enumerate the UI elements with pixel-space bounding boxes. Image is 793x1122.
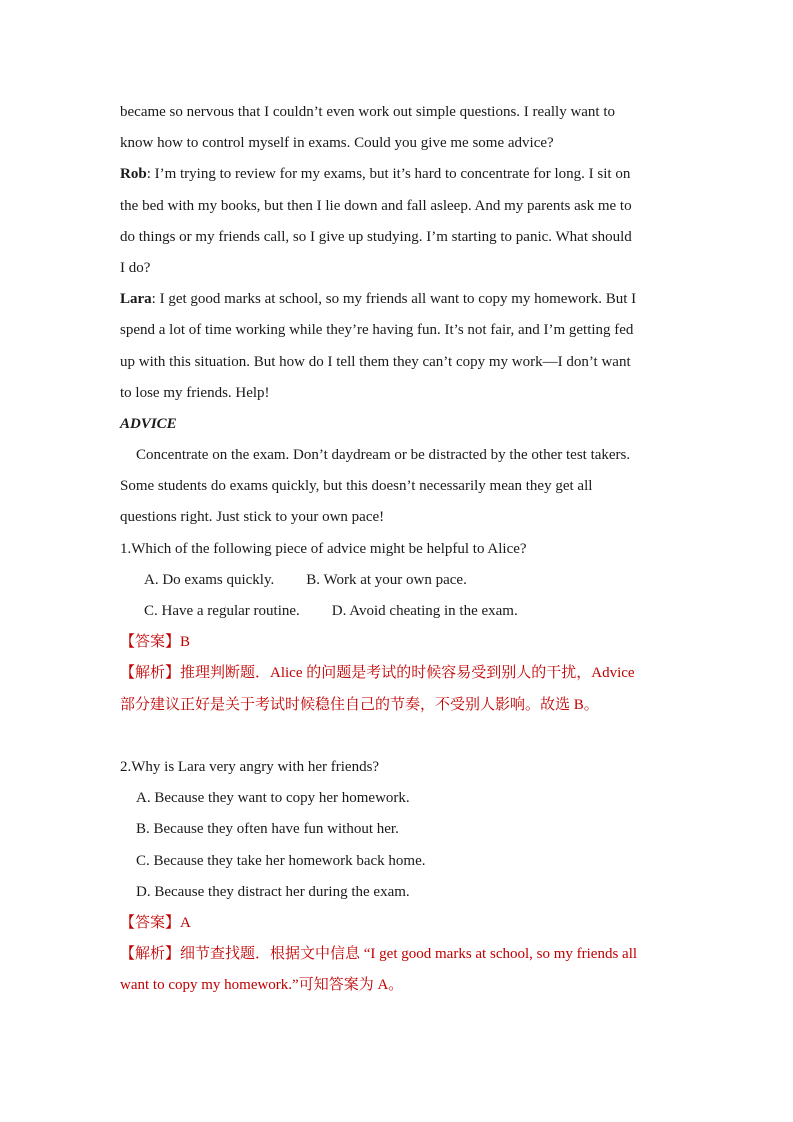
q1-answer-tag: 【答案】 [120, 634, 181, 651]
lara-name: Lara [120, 291, 152, 308]
q2-answer [120, 908, 680, 939]
q1-analysis-tag: 【解析】 [120, 665, 181, 682]
q1-stem: 1.Which of the following piece of advice might be helpful to Alice? [120, 540, 527, 557]
alice-text-line-1: became so nervous that I couldn’t even work out simple questions. I really want to [120, 104, 616, 120]
q2-stem: 2.Why is Lara very angry with her friends? [120, 758, 380, 775]
rob-paragraph-line-1 [120, 159, 680, 190]
lara-text-line-3: up with this situation. But how do I tell them they can’t copy my work—I don’t want [120, 353, 631, 370]
q1-options-row-1 [120, 565, 680, 596]
alice-text-line-2: know how to control myself in exams. Could you give me some advice? [120, 135, 554, 152]
q1-option-d: D. Avoid cheating in the exam. [331, 603, 518, 619]
advice-text-line-3: questions right. Just stick to your own pace! [120, 509, 385, 526]
lara-paragraph-line-1 [120, 284, 680, 315]
rob-text-first: : I’m trying to review for my exams, but it’s hard to concentrate for long. I sit on [146, 166, 631, 183]
q2-analysis-text-1: 细节查找题．根据文中信息 “I get good marks at school, so my friends all [180, 946, 638, 963]
q1-analysis-line-1 [120, 658, 680, 689]
advice-text-line-1: Concentrate on the exam. Don’t daydream or be distracted by the other test takers. [136, 447, 631, 464]
rob-text-line-4: I do? [120, 259, 151, 276]
advice-heading: ADVICE [120, 415, 177, 432]
q2-option-c: C. Because they take her homework back home. [136, 852, 426, 869]
lara-text-first: : I get good marks at school, so my friends all want to copy my homework. But I [151, 291, 637, 308]
q1-answer-value: B [180, 634, 191, 651]
q2-analysis-line-1 [120, 939, 680, 970]
q2-answer-value: A [180, 914, 191, 931]
q1-option-c: C. Have a regular routine. [144, 603, 300, 619]
q2-answer-tag: 【答案】 [120, 914, 181, 931]
q1-analysis-text-1: 推理判断题．Alice 的问题是考试的时候容易受到别人的干扰，Advice [180, 665, 635, 682]
q2-option-a: A. Because they want to copy her homework. [136, 790, 410, 807]
q2-analysis-tag: 【解析】 [120, 946, 181, 963]
q2-option-b: B. Because they often have fun without her. [136, 821, 399, 838]
rob-text-line-2: the bed with my books, but then I lie down and fall asleep. And my parents ask me to [120, 197, 632, 214]
rob-text-line-3: do things or my friends call, so I give up studying. I’m starting to panic. What should [120, 228, 632, 245]
q2-analysis-line-2: want to copy my homework.”可知答案为 A。 [120, 977, 404, 994]
document-page [120, 97, 680, 1001]
lara-text-line-4: to lose my friends. Help! [120, 384, 270, 401]
q1-answer [120, 627, 680, 658]
q1-option-a: A. Do exams quickly. [144, 571, 275, 588]
q1-options-row-2 [120, 596, 680, 627]
lara-text-line-2: spend a lot of time working while they’re having fun. It’s not fair, and I’m getting fed [120, 322, 634, 339]
q2-option-d: D. Because they distract her during the exam. [136, 883, 410, 900]
q1-analysis-line-2: 部分建议正好是关于考试时候稳住自己的节奏，不受别人影响。故选 B。 [120, 696, 599, 713]
q1-option-b: B. Work at your own pace. [306, 571, 467, 588]
question-spacer [120, 721, 680, 752]
advice-text-line-2: Some students do exams quickly, but this doesn’t necessarily mean they get all [120, 478, 593, 495]
rob-name: Rob [120, 166, 147, 183]
